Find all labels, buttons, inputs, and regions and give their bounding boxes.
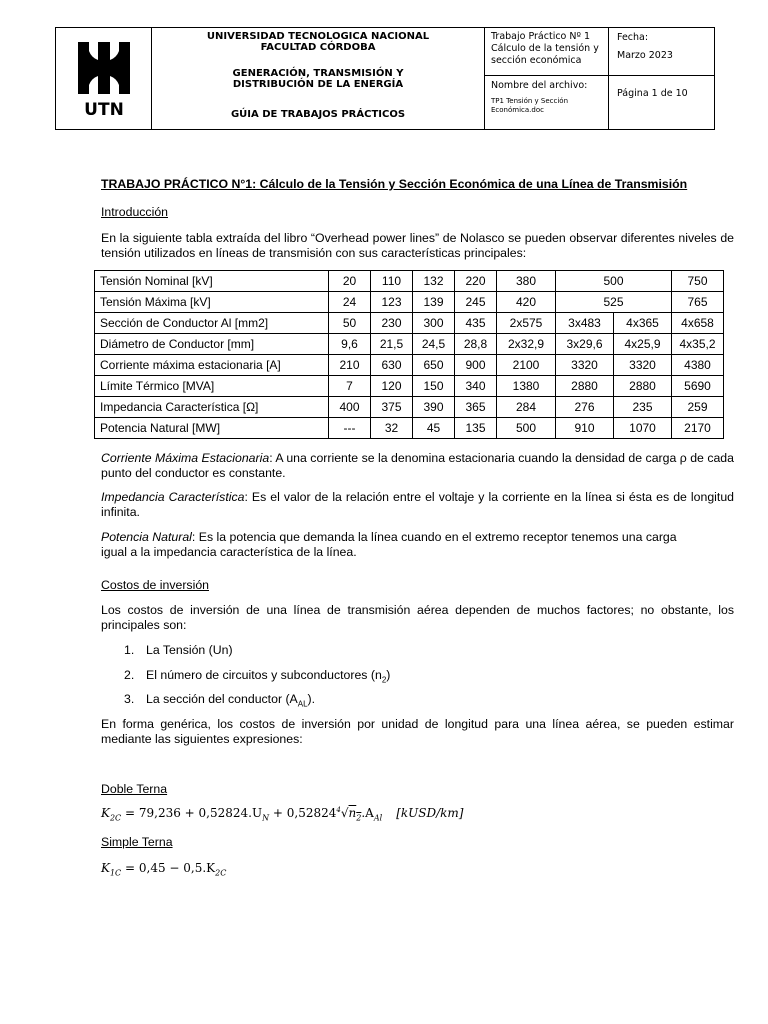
definition-impedance: Impedancia Característica: Es el valor de la relación entre el voltaje y la corriente en la línea si ésta es de longitud infinita.: [101, 490, 734, 519]
single-circuit-heading: Simple Terna: [101, 835, 173, 849]
list-item: 2. El número de circuitos y subconductores $(n_2)$: [124, 668, 391, 685]
date-label: Fecha:: [617, 32, 649, 43]
table-cell: 235: [614, 397, 672, 418]
list-item: 1. La Tensión (Un): [124, 643, 233, 657]
table-cell: 750: [672, 271, 724, 292]
table-cell: 2170: [672, 418, 724, 439]
table-cell: 2880: [556, 376, 614, 397]
characteristics-table: [94, 270, 724, 439]
table-cell: 3320: [556, 355, 614, 376]
definition-term: Impedancia Característica: [101, 490, 245, 504]
date-value: Marzo 2023: [617, 50, 673, 61]
table-cell: 28,8: [455, 334, 497, 355]
table-cell: 630: [371, 355, 413, 376]
table-cell: 24,5: [413, 334, 455, 355]
radicand: $n_2$: [348, 806, 362, 823]
table-cell: 525: [556, 292, 672, 313]
row-label: Corriente máxima estacionaria [A]: [95, 355, 329, 376]
table-cell: 135: [455, 418, 497, 439]
table-cell: 3x29,6: [556, 334, 614, 355]
table-cell: 340: [455, 376, 497, 397]
row-label: Potencia Natural [MW]: [95, 418, 329, 439]
filename-label: Nombre del archivo:: [491, 80, 588, 91]
definition-current: Corriente Máxima Estacionaria: A una corriente se la denomina estacionaria cuando la densidad de carga ρ de cada punto del conductor es constante.: [101, 451, 734, 480]
table-row: [95, 418, 724, 439]
costs-paragraph: Los costos de inversión de una línea de transmisión aérea dependen de muchos factores; no obstante, los principales son:: [101, 603, 734, 632]
table-cell: 4x25,9: [614, 334, 672, 355]
table-cell: 900: [455, 355, 497, 376]
faculty-name: FACULTAD CÓRDOBA: [260, 42, 376, 53]
table-cell: 650: [413, 355, 455, 376]
definition-term: Corriente Máxima Estacionaria: [101, 451, 270, 465]
generic-paragraph: En forma genérica, los costos de inversión por unidad de longitud para una línea aérea, se pueden estimar mediante las siguientes expresiones:: [101, 717, 734, 746]
table-cell: 500: [497, 418, 556, 439]
page-number: Página 1 de 10: [617, 88, 688, 99]
filename-line-1: TP1 Tensión y Sección: [491, 97, 569, 105]
table-cell: 9,6: [329, 334, 371, 355]
tp-line-2: Cálculo de la tensión y: [491, 43, 599, 54]
table-cell: ---: [329, 418, 371, 439]
tp-line-3: sección económica: [491, 55, 582, 66]
table-cell: 245: [455, 292, 497, 313]
table-cell: 220: [455, 271, 497, 292]
document-header: [55, 27, 715, 130]
table-cell: 4x658: [672, 313, 724, 334]
table-cell: 3x483: [556, 313, 614, 334]
filename-line-2: Económica.doc: [491, 106, 544, 114]
subject-line-1: GENERACIÓN, TRANSMISIÓN Y: [232, 68, 404, 79]
table-cell: 139: [413, 292, 455, 313]
table-cell: 3320: [614, 355, 672, 376]
row-label: Límite Térmico [MVA]: [95, 376, 329, 397]
table-cell: 120: [371, 376, 413, 397]
table-row: [95, 292, 724, 313]
table-cell: 4x365: [614, 313, 672, 334]
table-cell: 765: [672, 292, 724, 313]
header-date: [609, 28, 714, 129]
utn-logo-icon: [75, 40, 133, 118]
table-cell: 21,5: [371, 334, 413, 355]
table-cell: 2x575: [497, 313, 556, 334]
table-cell: 32: [371, 418, 413, 439]
row-label: Tensión Nominal [kV]: [95, 271, 329, 292]
university-name: UNIVERSIDAD TECNOLOGICA NACIONAL: [206, 31, 430, 42]
costs-heading: Costos de inversión: [101, 578, 209, 592]
table-cell: 5690: [672, 376, 724, 397]
row-label: Diámetro de Conductor [mm]: [95, 334, 329, 355]
table-cell: 500: [556, 271, 672, 292]
table-cell: 2100: [497, 355, 556, 376]
table-row: [95, 355, 724, 376]
table-cell: 7: [329, 376, 371, 397]
definition-power: Potencia Natural: Es la potencia que demanda la línea cuando en el extremo receptor tenemos una carga igual a la impedancia característica de la línea.: [101, 530, 677, 559]
formula-single-circuit: $K_{1C} = 0,45 - 0,5.K_{2C}$: [101, 861, 227, 878]
table-cell: 20: [329, 271, 371, 292]
table-cell: 435: [455, 313, 497, 334]
list-item: 3. La sección del conductor $(A_{AL})$.: [124, 692, 316, 709]
formula-double-circuit: $K_{2C} = 79,236 + 0,52824.U_N + 0,52824^4√n_2.A_{Al}$ [kUSD/km]: [101, 806, 464, 823]
row-label: Sección de Conductor Al [mm2]: [95, 313, 329, 334]
header-tp: [485, 28, 609, 129]
table-cell: 50: [329, 313, 371, 334]
table-cell: 2880: [614, 376, 672, 397]
subject-line-2: DISTRIBUCIÓN DE LA ENERGÍA: [232, 79, 404, 90]
table-cell: 400: [329, 397, 371, 418]
table-cell: 4380: [672, 355, 724, 376]
page-title: TRABAJO PRÁCTICO N°1: Cálculo de la Tensión y Sección Económica de una Línea de Transmisión: [101, 177, 688, 191]
table-cell: 300: [413, 313, 455, 334]
table-cell: 276: [556, 397, 614, 418]
table-cell: 1070: [614, 418, 672, 439]
table-cell: 365: [455, 397, 497, 418]
table-cell: 2x32,9: [497, 334, 556, 355]
table-cell: 420: [497, 292, 556, 313]
table-cell: 150: [413, 376, 455, 397]
row-label: Impedancia Característica [Ω]: [95, 397, 329, 418]
table-cell: 210: [329, 355, 371, 376]
table-row: [95, 313, 724, 334]
header-center: [152, 28, 485, 129]
table-cell: 380: [497, 271, 556, 292]
table-row: [95, 271, 724, 292]
table-cell: 24: [329, 292, 371, 313]
intro-paragraph: En la siguiente tabla extraída del libro “Overhead power lines” de Nolasco se pueden observar diferentes niveles de tensión utilizados en líneas de transmisión con sus características principales:: [101, 231, 734, 260]
table-cell: 230: [371, 313, 413, 334]
table-cell: 45: [413, 418, 455, 439]
table-row: [95, 397, 724, 418]
utn-logo: [56, 28, 152, 129]
intro-heading: Introducción: [101, 205, 168, 219]
guide-title: GÚIA DE TRABAJOS PRÁCTICOS: [230, 109, 406, 120]
table-cell: 910: [556, 418, 614, 439]
table-cell: 1380: [497, 376, 556, 397]
table-cell: 110: [371, 271, 413, 292]
table-row: [95, 376, 724, 397]
table-cell: 390: [413, 397, 455, 418]
tp-line-1: Trabajo Práctico Nº 1: [491, 31, 591, 42]
table-cell: 259: [672, 397, 724, 418]
double-circuit-heading: Doble Terna: [101, 782, 168, 796]
table-cell: 284: [497, 397, 556, 418]
table-row: [95, 334, 724, 355]
table-cell: 132: [413, 271, 455, 292]
table-cell: 123: [371, 292, 413, 313]
table-cell: 375: [371, 397, 413, 418]
row-label: Tensión Máxima [kV]: [95, 292, 329, 313]
logo-text: UTN: [83, 99, 124, 118]
table-cell: 4x35,2: [672, 334, 724, 355]
definition-term: Potencia Natural: [101, 530, 192, 544]
